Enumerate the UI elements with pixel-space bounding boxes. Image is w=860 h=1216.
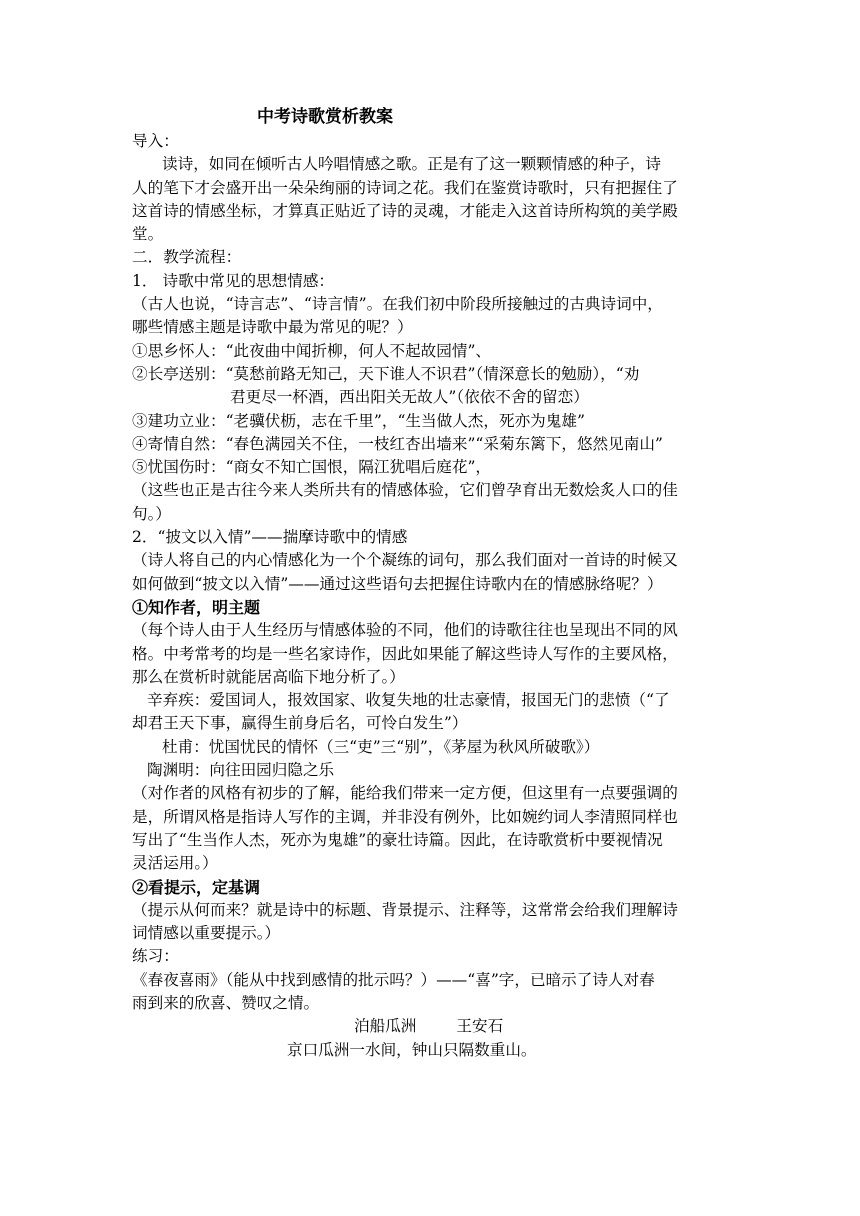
paragraph-line: 这首诗的情感坐标，才算真正贴近了诗的灵魂，才能走入这首诗所构筑的美学殿 <box>132 201 678 220</box>
poem-title: 泊船瓜洲 <box>354 1017 417 1036</box>
paragraph-line: 如何做到“披文以入情”——通过这些语句去把握住诗歌内在的情感脉络呢？） <box>132 574 663 593</box>
paragraph-line: 雨到来的欣喜、赞叹之情。 <box>132 993 320 1012</box>
poem-author: 王安石 <box>456 1017 504 1036</box>
list-item: ②长亭送别：“莫愁前路无知己，天下谁人不识君”（情深意长的勉励），“劝 <box>132 364 640 383</box>
list-item-continuation: 君更尽一杯酒，西出阳关无故人”（依依不舍的留恋） <box>230 388 589 407</box>
paragraph-line: （这些也正是古往今来人类所共有的情感体验，它们曾孕育出无数烩炙人口的佳 <box>132 481 678 500</box>
list-item: ③建功立业：“老骥伏枥，志在千里”，“生当做人杰，死亦为鬼雄” <box>132 411 585 430</box>
subsection-heading: 1． 诗歌中常见的思想情感： <box>132 271 335 290</box>
document-body <box>132 104 732 1062</box>
paragraph-line: （每个诗人由于人生经历与情感体验的不同，他们的诗歌往往也呈现出不同的风 <box>132 621 678 640</box>
paragraph-line: 灵活运用。） <box>132 854 218 873</box>
paragraph-line: 堂。 <box>132 225 164 244</box>
list-item: ④寄情自然：“春色满园关不住，一枝红杏出墙来”“采菊东篱下，悠然见南山” <box>132 434 663 453</box>
paragraph-line: 人的笔下才会盛开出一朵朵绚丽的诗词之花。我们在鉴赏诗歌时，只有把握住了 <box>132 178 678 197</box>
paragraph-line: 格。中考常考的均是一些名家诗作，因此如果能了解这些诗人写作的主要风格， <box>132 644 678 663</box>
paragraph-line: （提示从何而来？就是诗中的标题、背景提示、注释等，这常常会给我们理解诗 <box>132 900 678 919</box>
list-item: ⑤忧国伤时：“商女不知亡国恨，隔江犹唱后庭花”， <box>132 458 492 477</box>
poem-line: 京口瓜洲一水间，钟山只隔数重山。 <box>287 1040 537 1059</box>
paragraph-line: 那么在赏析时就能居高临下地分析了。） <box>132 667 405 686</box>
page-title: 中考诗歌赏析教案 <box>257 107 393 127</box>
bold-heading: ②看提示，定基调 <box>132 877 261 897</box>
paragraph-line: 读诗，如同在倾听古人吟唱情感之歌。正是有了这一颗颗情感的种子，诗 <box>162 155 662 174</box>
paragraph-line: 写出了“生当作人杰，死亦为鬼雄”的豪壮诗篇。因此，在诗歌赏析中要视情况 <box>132 830 663 849</box>
paragraph-line: 是，所谓风格是指诗人写作的主调，并非没有例外，比如婉约词人李清照同样也 <box>132 807 678 826</box>
paragraph-line: （古人也说，“诗言志”、“诗言情”。在我们初中阶段所接触过的古典诗词中， <box>132 295 663 314</box>
author-line: 辛弃疾：爱国词人，报效国家、收复失地的壮志豪情，报国无门的悲愤（“了 <box>147 691 670 710</box>
paragraph-line: 哪些情感主题是诗歌中最为常见的呢？） <box>132 318 413 337</box>
author-line: 陶渊明：向往田园归隐之乐 <box>147 761 335 780</box>
section-heading: 二．教学流程： <box>132 248 242 267</box>
author-line: 杜甫：忧国忧民的情怀（三“吏”三“别”，《茅屋为秋风所破歌》） <box>162 737 600 756</box>
subsection-heading: 2．“披文以入情”——揣摩诗歌中的情感 <box>132 528 408 547</box>
section-intro-heading: 导入： <box>132 132 179 150</box>
paragraph-line: 句。） <box>132 504 171 523</box>
exercise-heading: 练习： <box>132 947 179 966</box>
paragraph-line: （诗人将自己的内心情感化为一个个凝练的词句，那么我们面对一首诗的时候又 <box>132 551 678 570</box>
author-line-continuation: 却君王天下事，赢得生前身后名，可怜白发生”） <box>132 714 468 733</box>
paragraph-line: 《春夜喜雨》（能从中找到感情的批示吗？）——“喜”字，已暗示了诗人对春 <box>132 970 655 989</box>
bold-heading: ①知作者，明主题 <box>132 597 261 617</box>
paragraph-line: 词情感以重要提示。） <box>132 924 281 943</box>
list-item: ①思乡怀人：“此夜曲中闻折柳，何人不起故园情”、 <box>132 341 492 360</box>
poem-header <box>132 1015 732 1038</box>
paragraph-line: （对作者的风格有初步的了解，能给我们带来一定方便，但这里有一点要强调的 <box>132 784 678 803</box>
